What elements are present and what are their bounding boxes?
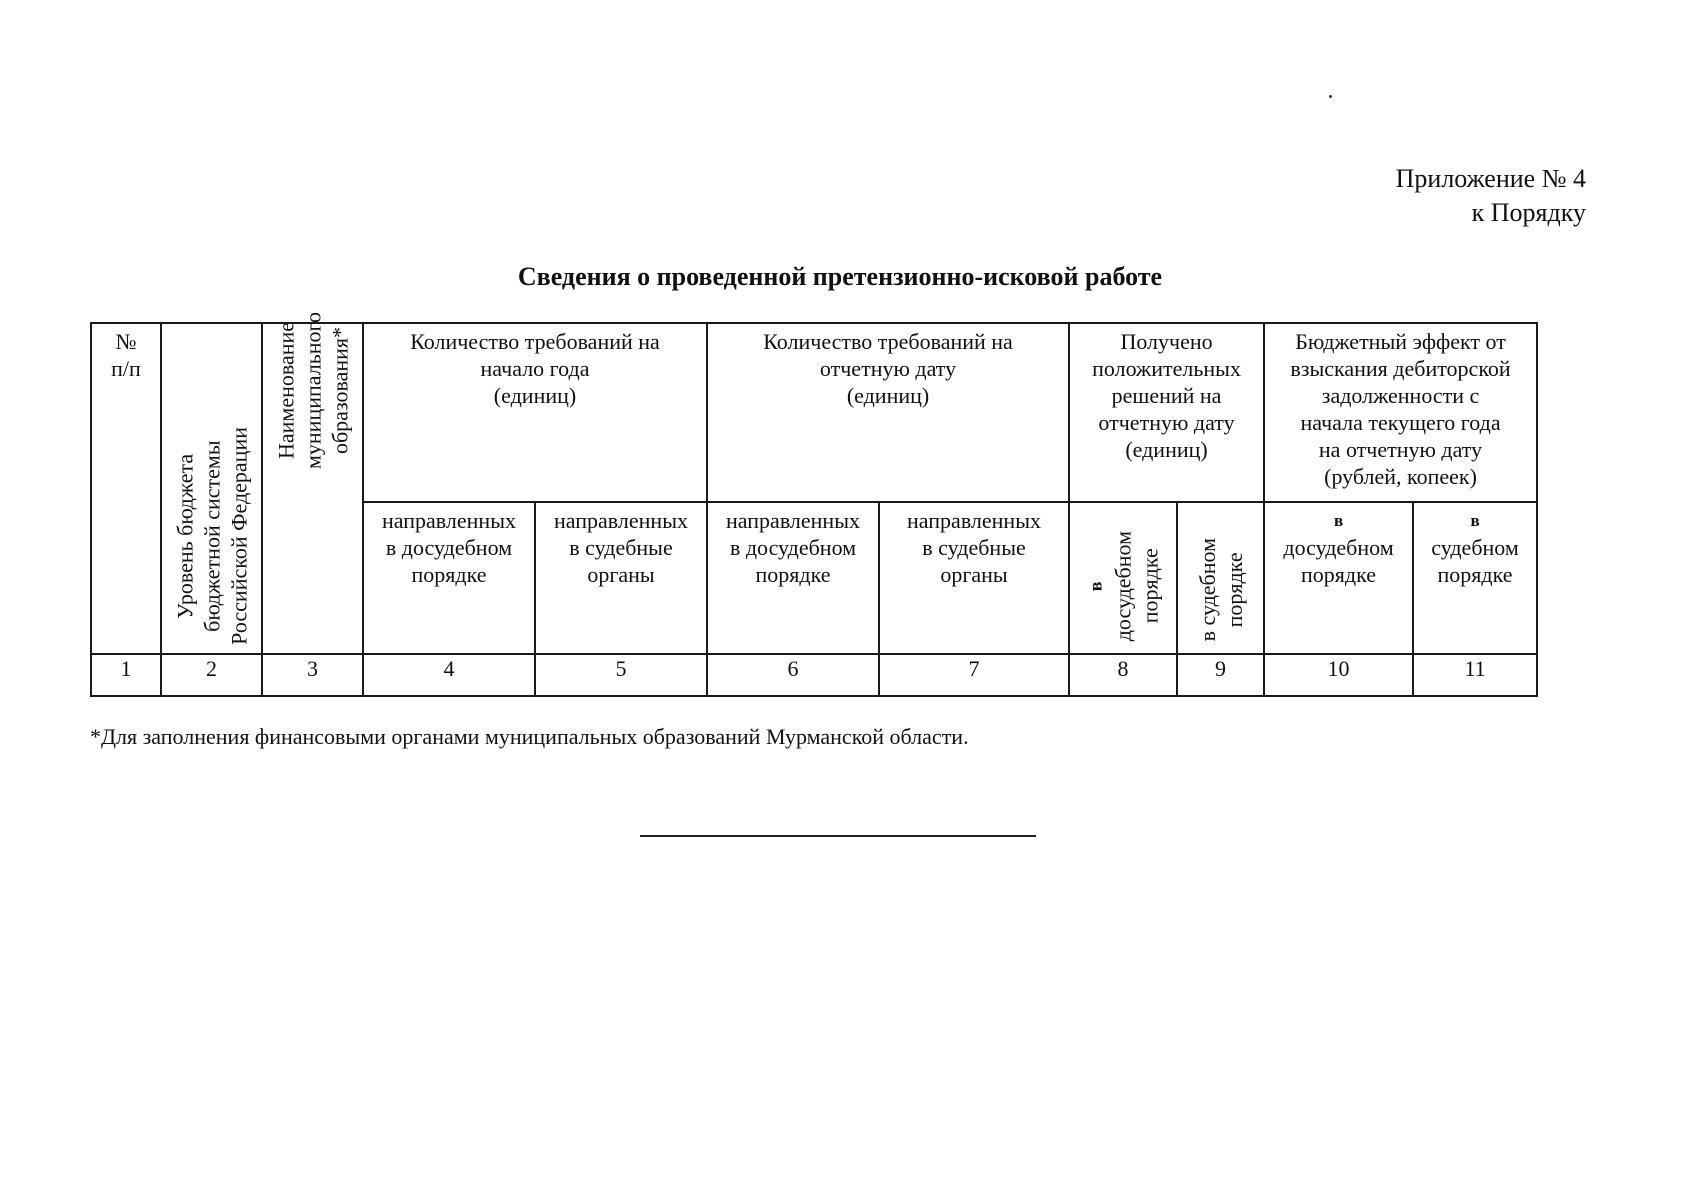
subheader-effect-pretrial (1264, 502, 1413, 654)
header-group-report-date (707, 323, 1069, 502)
appendix-reference (1396, 162, 1586, 230)
header-budget-level-line: Уровень бюджета (172, 453, 197, 619)
column-number-cell: 1 (91, 654, 161, 696)
header-report-date-line: Количество требований на (763, 329, 1013, 354)
header-positive-line: решений на (1111, 383, 1222, 408)
header-budget-effect-line: (рублей, копеек) (1324, 464, 1477, 489)
column-number-cell: 10 (1264, 654, 1413, 696)
column-number-cell: 5 (535, 654, 707, 696)
header-budget-effect-line: на отчетную дату (1318, 437, 1483, 462)
subheader-line: судебном (1431, 535, 1519, 560)
header-row-top (91, 323, 1537, 502)
subheader-line: направленных (554, 508, 688, 533)
header-number-line: № (115, 329, 137, 354)
header-cell-municipality (262, 311, 363, 654)
header-budget-effect-line: взыскания дебиторской (1290, 356, 1511, 381)
header-start-year-line: Количество требований на (410, 329, 660, 354)
subheader-line: в досудебном (729, 535, 857, 560)
column-number-cell: 2 (161, 654, 262, 696)
subheader-line: досудебном (1283, 535, 1394, 560)
header-positive-line: положительных (1092, 356, 1241, 381)
column-number-cell: 3 (262, 654, 363, 696)
header-budget-effect-line: задолженности с (1321, 383, 1480, 408)
subheader-line: в (1333, 511, 1344, 530)
stray-dot-mark (1329, 95, 1332, 98)
subheader-line: порядке (755, 562, 831, 587)
column-number-cell: 4 (363, 654, 535, 696)
header-municipality-line: муниципального (300, 311, 325, 469)
subheader-line: в досудебном (385, 535, 513, 560)
header-number-line: п/п (111, 356, 141, 381)
header-budget-effect-line: Бюджетный эффект от (1295, 329, 1506, 354)
footnote: *Для заполнения финансовыми органами муниципальных образований Мурманской области. (90, 724, 969, 749)
subheader-line: порядке (1301, 562, 1377, 587)
subheader-start-pretrial (363, 502, 535, 654)
subheader-vertical-line: досудебном (1110, 530, 1136, 641)
subheader-vertical-line: порядке (1137, 548, 1163, 624)
header-report-date-line: отчетную дату (819, 356, 957, 381)
header-group-positive-decisions (1069, 323, 1264, 502)
header-budget-level-line: бюджетной системы (199, 440, 224, 632)
subheader-report-pretrial (707, 502, 879, 654)
header-positive-line: (единиц) (1125, 437, 1208, 462)
header-budget-level-line: Российской Федерации (226, 427, 251, 645)
header-municipality-line: Наименование (273, 321, 298, 460)
column-number-row (91, 654, 1537, 696)
column-number-cell: 6 (707, 654, 879, 696)
subheader-line: порядке (411, 562, 487, 587)
header-municipality-line: образования* (327, 326, 352, 455)
subheader-line: в (1470, 511, 1480, 530)
subheader-line: направленных (907, 508, 1041, 533)
subheader-report-court (879, 502, 1069, 654)
header-start-year-line: (единиц) (493, 383, 577, 408)
subheader-line: направленных (382, 508, 516, 533)
column-number-cell: 7 (879, 654, 1069, 696)
subheader-line: направленных (726, 508, 860, 533)
subheader-line: в судебные (922, 535, 1026, 560)
document-title: Сведения о проведенной претензионно-исковой работе (517, 262, 1163, 291)
column-number-cell: 9 (1177, 654, 1264, 696)
header-budget-effect-line: начала текущего года (1300, 410, 1501, 435)
subheader-start-court (535, 502, 707, 654)
signature-line (640, 835, 1036, 837)
subheader-line: в судебные (569, 535, 673, 560)
subheader-line: органы (587, 562, 655, 587)
column-number-cell: 8 (1069, 654, 1177, 696)
subheader-positive-court (1177, 502, 1264, 654)
subheader-vertical-line: порядке (1221, 551, 1247, 627)
header-positive-line: отчетную дату (1098, 410, 1235, 435)
header-group-start-year (363, 323, 707, 502)
column-number-cell: 11 (1413, 654, 1537, 696)
report-table (90, 311, 1538, 697)
subheader-vertical-line: в (1085, 581, 1106, 591)
header-cell-number (91, 323, 161, 654)
header-group-budget-effect (1264, 323, 1537, 502)
header-start-year-line: начало года (480, 356, 590, 381)
subheader-vertical-line: в судебном (1194, 537, 1220, 641)
appendix-number: Приложение № 4 (1395, 164, 1586, 193)
header-cell-budget-level (161, 323, 262, 654)
subheader-line: органы (940, 562, 1008, 587)
subheader-effect-court (1413, 502, 1537, 654)
subheader-positive-pretrial (1069, 502, 1177, 654)
header-report-date-line: (единиц) (846, 383, 930, 408)
appendix-order: к Порядку (1471, 198, 1586, 227)
subheader-line: порядке (1437, 562, 1513, 587)
header-positive-line: Получено (1120, 329, 1213, 354)
